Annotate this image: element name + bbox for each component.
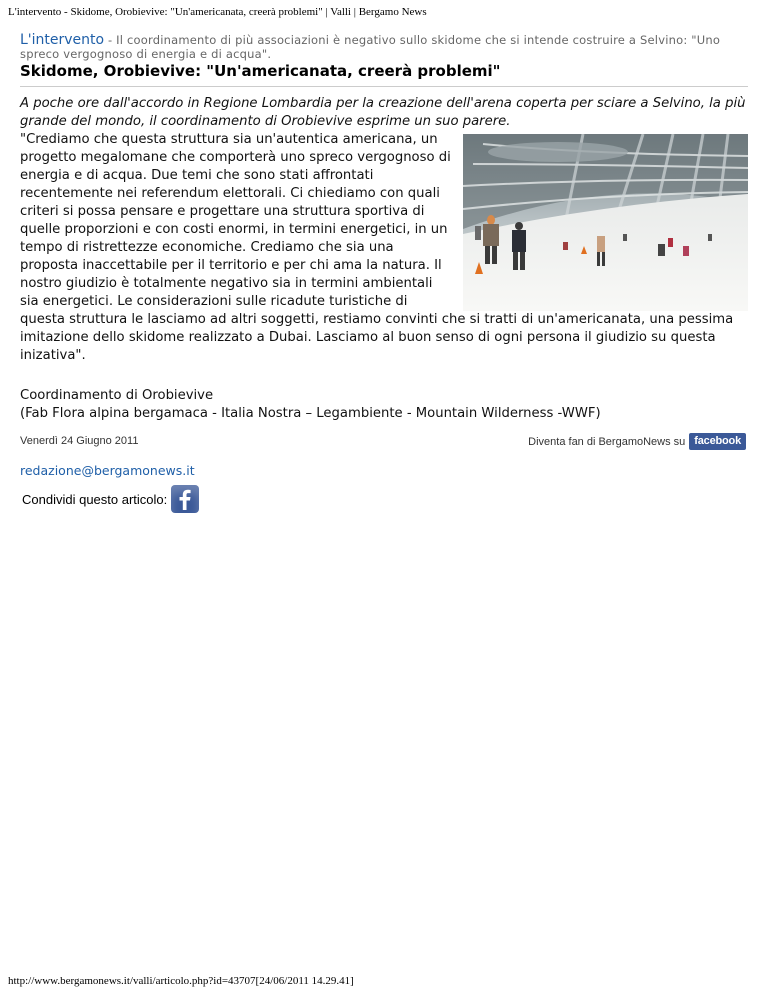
indoor-ski-slope-photo — [463, 134, 748, 311]
print-header: L'intervento - Skidome, Orobievive: "Un'americanata, creerà problemi" | Valli | Bergamo News — [8, 6, 427, 18]
body-paragraph: "Crediamo che questa struttura sia un'autentica americana, un progetto megalomane che comporterà uno spreco vergognoso di energia e di acqua. Due temi che sono stati affrontati recentemente nei referendum elettorali. Ci chiediamo con quali criteri si possa pensare e progettare una struttura sportiva di quelle proporzioni e con costi enormi, in termini energetici, in un tempo di ristrettezze economiche. Crediamo che sia una proposta inaccettabile per il territorio e per chi ama la natura. Il nostro giudizio è totalmente negativo sia in termini ambientali sia energetici. Le considerazioni sulle ricadute turistiche di questa struttura le lasciamo ad altri soggetti, restiamo convinti che si tratti di un'americanata, una pessima imitazione dello skidome realizzato a Dubai. Lasciamo al buon senso di ogni persona il giudizio su questa inizativa". — [20, 132, 734, 363]
summary: - Il coordinamento di più associazioni è negativo sullo skidome che si intende costruire a Selvino: "Uno spreco vergognoso di energia e di acqua". — [20, 33, 721, 61]
facebook-fan-promo[interactable] — [528, 433, 746, 450]
editorial-email-link[interactable]: redazione@bergamonews.it — [20, 463, 195, 478]
facebook-f-glyph — [171, 485, 199, 513]
meta-row — [20, 435, 748, 457]
facebook-wordmark-button[interactable]: facebook — [689, 433, 746, 450]
lead-paragraph: A poche ore dall'accordo in Regione Lombardia per la creazione dell'arena coperta per sciare a Selvino, la più grande del mondo, il coordinamento di Orobievive esprime un suo parere. — [20, 96, 746, 129]
facebook-icon[interactable] — [171, 485, 199, 513]
divider — [20, 86, 748, 87]
headline: Skidome, Orobievive: "Un'americanata, creerà problemi" — [20, 62, 501, 80]
share-row — [22, 485, 748, 513]
photo-drawing — [463, 134, 748, 311]
kicker-line — [20, 33, 748, 61]
signature — [20, 387, 748, 423]
print-footer: http://www.bergamonews.it/valli/articolo.php?id=43707[24/06/2011 14.29.41] — [8, 975, 354, 987]
article — [20, 33, 748, 513]
publish-date: Venerdì 24 Giugno 2011 — [20, 435, 139, 447]
fan-text: Diventa fan di BergamoNews su — [528, 435, 686, 448]
share-label: Condividi questo articolo: — [22, 491, 168, 507]
kicker: L'intervento — [20, 32, 105, 48]
signature-organizations: (Fab Flora alpina bergamaca - Italia Nostra – Legambiente - Mountain Wilderness -WWF) — [20, 406, 601, 421]
signature-name: Coordinamento di Orobievive — [20, 388, 214, 403]
